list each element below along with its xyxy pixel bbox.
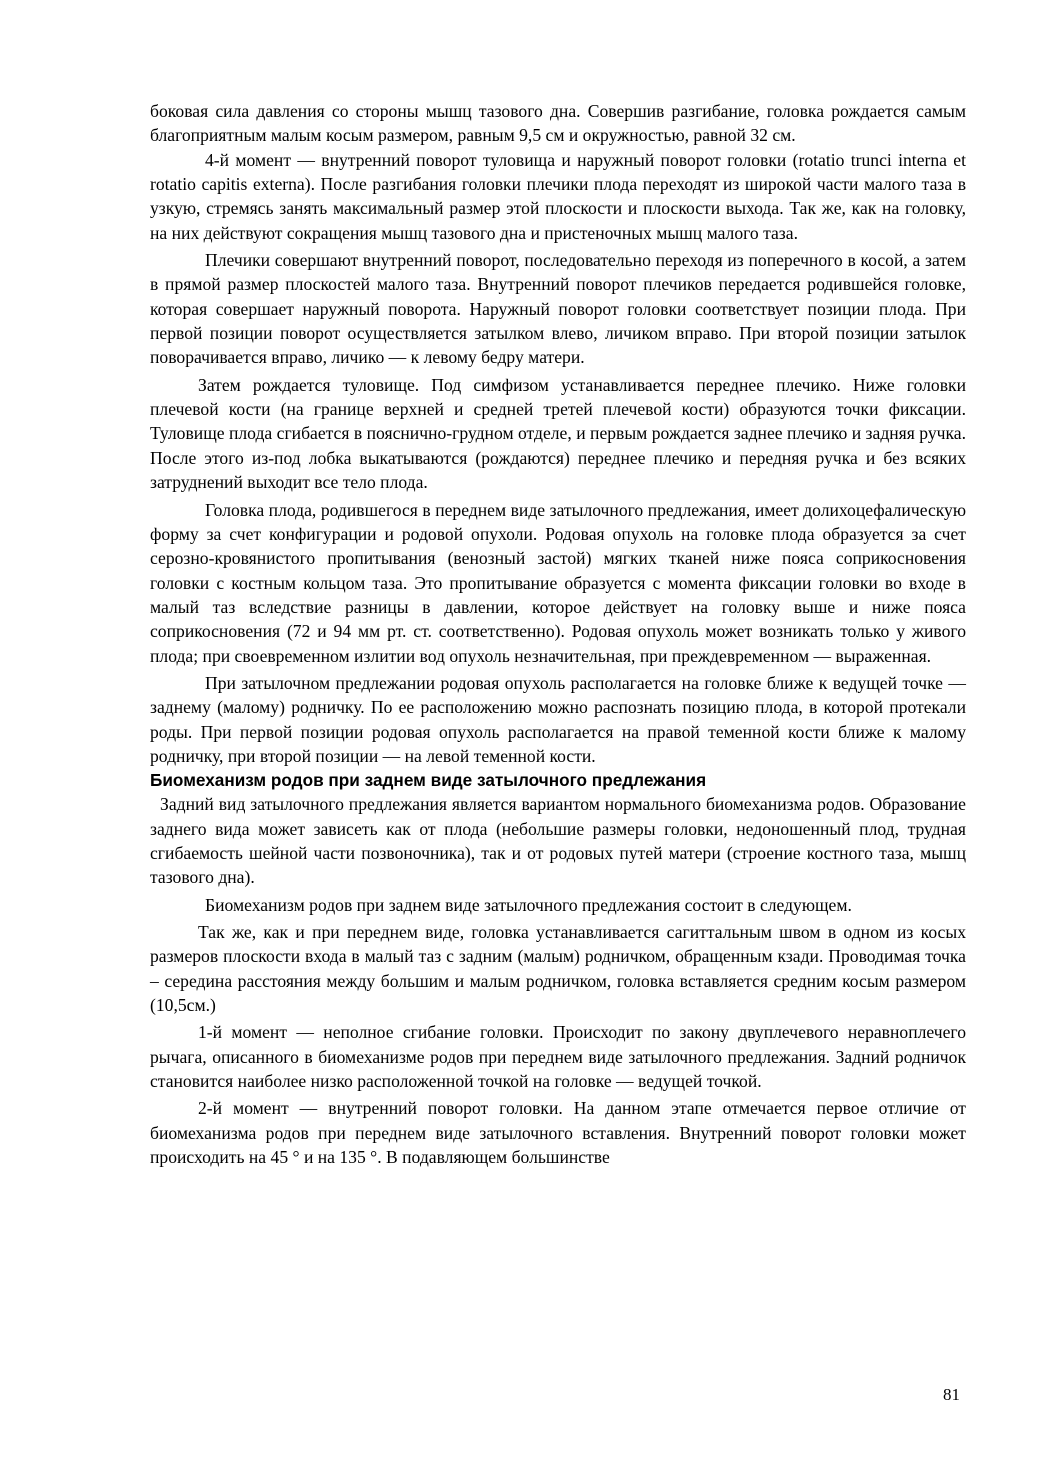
paragraph: Плечики совершают внутренний поворот, последовательно переходя из поперечного в косой, а затем в прямой размер плоскостей малого таза. Внутренний поворот плечиков передается родившейся головке, которая совершает наружный поворота. Наружный поворот головки соответствует позиции плода. При первой позиции поворот осуществляется затылком влево, личиком вправо. При второй позиции затылок поворачивается вправо, личико — к левому бедру матери.	[150, 250, 966, 368]
page-body	[150, 99, 966, 1169]
paragraph: Затем рождается туловище. Под симфизом устанавливается переднее плечико. Ниже головки плечевой кости (на границе верхней и средней третей плечевой кости) образуются точки фиксации. Туловище плода сгибается в пояснично-грудном отделе, и первым рождается заднее плечико и задняя ручка. После этого из-под лобка выкатываются (рождаются) переднее плечико и передняя ручка и без всяких затруднений выходит все тело плода.	[150, 374, 966, 493]
paragraph: Задний вид затылочного предлежания является вариантом нормального биомеханизма родов. Образование заднего вида может зависеть как от плода (небольшие размеры головки, недоношенный плод, трудная сгибаемость шейной части позвоночника), так и от родовых путей матери (строение костного таза, мышц тазового дна).	[150, 794, 966, 888]
paragraph: Так же, как и при переднем виде, головка устанавливается сагиттальным швом в одном из косых размеров плоскости входа в малый таз с задним (малым) родничком, обращенным кзади. Проводимая точка – середина расстояния между большим и малым родничком, головка вставляется средним косым размером (10,5см.)	[150, 922, 966, 1016]
paragraph: При затылочном предлежании родовая опухоль располагается на головке ближе к ведущей точке — заднему (малому) родничку. По ее расположению можно распознать позицию плода, в которой протекали роды. При первой позиции родовая опухоль располагается на правой теменной кости ближе к малому родничку, при второй позиции — на левой теменной кости.	[150, 672, 966, 766]
paragraph: 2-й момент — внутренний поворот головки. На данном этапе отмечается первое отличие от биомеханизма родов при переднем виде затылочного вставления. Внутренний поворот головки может происходить на 45 ° и на 135 °. В подавляющем большинстве	[150, 1098, 966, 1168]
paragraph: Биомеханизм родов при заднем виде затылочного предлежания состоит в следующем.	[205, 894, 852, 915]
paragraph: Головка плода, родившегося в переднем виде затылочного предлежания, имеет долихоцефалическую форму за счет конфигурации и родовой опухоли. Родовая опухоль на головке плода образуется за счет серозно-кровянистого пропитывания (венозный застой) мягких тканей ниже пояса соприкосновения головки с костным кольцом таза. Это пропитывание образуется с момента фиксации головки во входе в малый таз вследствие разницы в давлении, которое действует на головку выше и ниже пояса соприкосновения (72 и 94 мм рт. ст. соответственно). Родовая опухоль может возникать только у живого плода; при своевременном излитии вод опухоль незначительная, при преждевременном — выраженная.	[150, 499, 966, 666]
page-number: 81	[943, 1385, 960, 1404]
section-heading: Биомеханизм родов при заднем виде затылочного предлежания	[150, 770, 707, 791]
paragraph: 4-й момент — внутренний поворот туловища и наружный поворот головки (rotatio trunci interna et rotatio capitis externa). После разгибания головки плечики плода переходят из широкой части малого таза в узкую, стремясь занять максимальный размер этой плоскости и плоскости выхода. Так же, как на головку, на них действуют сокращения мышц тазового дна и пристеночных мышц малого таза.	[150, 149, 966, 243]
paragraph: 1-й момент — неполное сгибание головки. Происходит по закону двуплечевого неравноплечего рычага, описанного в биомеханизме родов при переднем виде затылочного предлежания. Задний родничок становится наиболее низко расположенной точкой на головке — ведущей точкой.	[150, 1022, 966, 1092]
paragraph: боковая сила давления со стороны мышц тазового дна. Совершив разгибание, головка рождается самым благоприятным малым косым размером, равным 9,5 см и окружностью, равной 32 см.	[150, 101, 966, 146]
